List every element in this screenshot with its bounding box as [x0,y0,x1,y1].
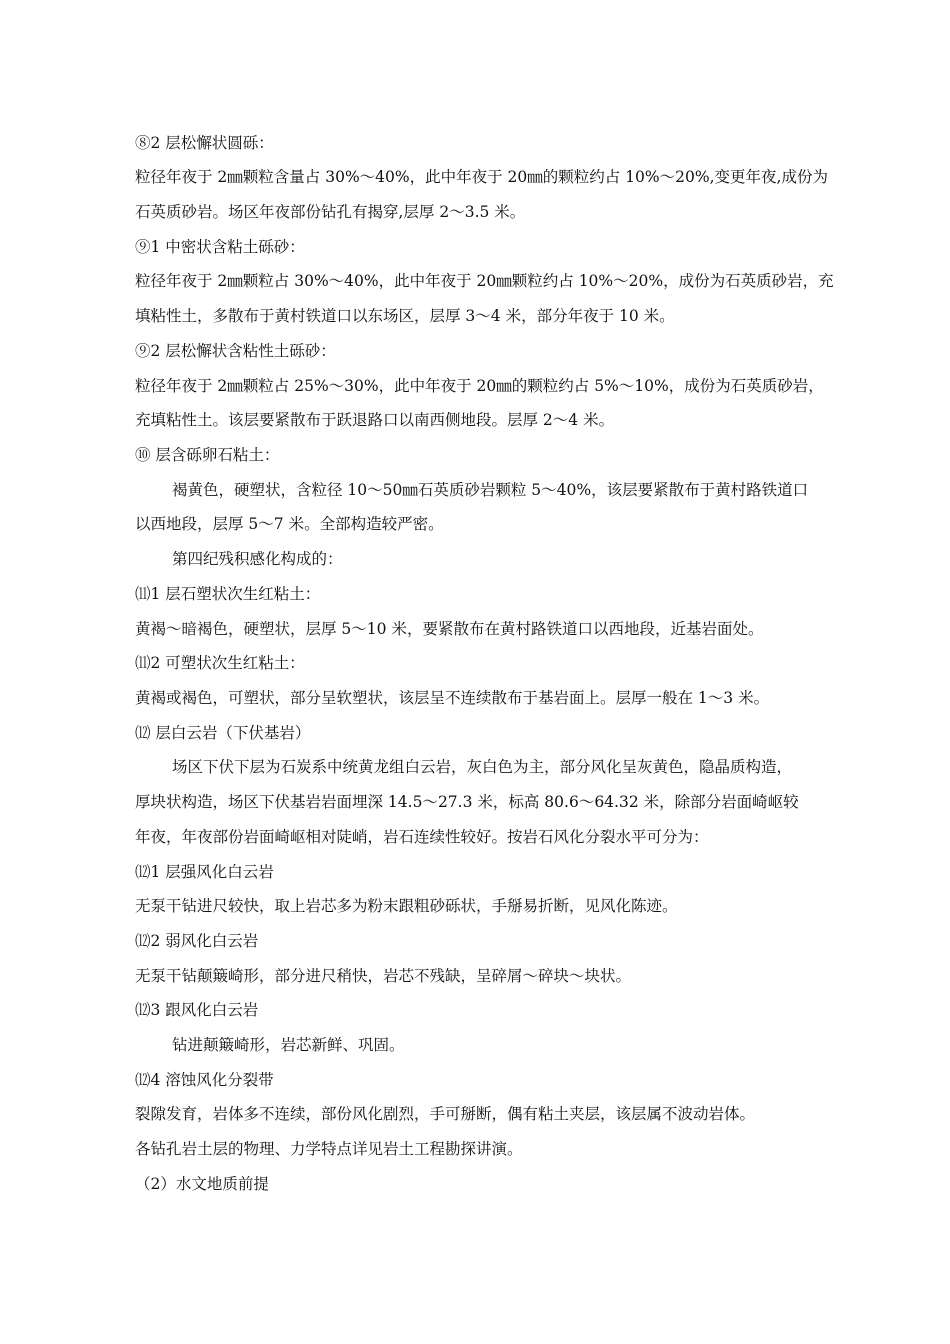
paragraph-line: 场区下伏下层为石炭系中统黄龙组白云岩，灰白色为主，部分风化呈灰黄色，隐晶质构造， [172,758,793,776]
section-heading-hydrogeology: （2）水文地质前提 [135,1175,269,1193]
heading-layer-9-2: ⑨2 层松懈状含粘性土砾砂： [135,342,336,360]
paragraph-line: 无泵干钻颠簸崎形，部分进尺稍快，岩芯不残缺，呈碎屑～碎块～块状。 [135,967,632,985]
heading-layer-8-2: ⑧2 层松懈状圆砾： [135,134,274,152]
heading-layer-12-4: ⑿4 溶蚀风化分裂带 [135,1071,274,1089]
paragraph-line: 粒径年夜于 2㎜颗粒占 25%～30%，此中年夜于 20㎜的颗粒约占 5%～10%，成份为石英质砂岩， [135,377,824,395]
paragraph-line: 年夜，年夜部份岩面崎岖相对陡峭，岩石连续性较好。按岩石风化分裂水平可分为： [135,828,709,846]
heading-layer-11-1: ⑾1 层石塑状次生红粘土： [135,585,321,603]
paragraph-line: 厚块状构造，场区下伏基岩岩面埋深 14.5～27.3 米，标高 80.6～64.32 米，除部分岩面崎岖较 [135,793,799,811]
paragraph-line: 褐黄色，硬塑状，含粒径 10～50㎜石英质砂岩颗粒 5～40%，该层要紧散布于黄村路铁道口 [172,481,809,499]
paragraph-line: 黄褐或褐色，可塑状，部分呈软塑状，该层呈不连续散布于基岩面上。层厚一般在 1～3 米。 [135,689,770,707]
paragraph-line: 黄褐～暗褐色，硬塑状，层厚 5～10 米，要紧散布在黄村路铁道口以西地段，近基岩面处。 [135,620,764,638]
paragraph-line: 充填粘性土。该层要紧散布于跃退路口以南西侧地段。层厚 2～4 米。 [135,411,615,429]
paragraph-line: 钻进颠簸崎形，岩芯新鲜、巩固。 [172,1036,405,1054]
section-intro: 第四纪残积感化构成的： [172,550,343,568]
heading-layer-11-2: ⑾2 可塑状次生红粘土： [135,654,305,672]
paragraph-line: 石英质砂岩。场区年夜部份钻孔有揭穿,层厚 2～3.5 米。 [135,203,526,221]
heading-layer-9-1: ⑨1 中密状含粘土砾砂： [135,238,305,256]
paragraph-line: 以西地段，层厚 5～7 米。全部构造较严密。 [135,515,444,533]
paragraph-line: 粒径年夜于 2㎜颗粒含量占 30%～40%，此中年夜于 20㎜的颗粒约占 10%～20%,变更年夜,成份为 [135,168,828,186]
heading-layer-12: ⑿ 层白云岩（下伏基岩） [135,724,311,742]
paragraph-line: 填粘性土，多散布于黄村铁道口以东场区，层厚 3～4 米，部分年夜于 10 米。 [135,307,675,325]
paragraph-line: 无泵干钻进尺较快，取上岩芯多为粉末跟粗砂砾状，手掰易折断，见风化陈迹。 [135,897,678,915]
heading-layer-10: ⑩ 层含砾卵石粘土： [135,446,280,464]
heading-layer-12-1: ⑿1 层强风化白云岩 [135,863,274,881]
paragraph-line: 粒径年夜于 2㎜颗粒占 30%～40%，此中年夜于 20㎜颗粒约占 10%～20%，成份为石英质砂岩，充 [135,272,834,290]
heading-layer-12-2: ⑿2 弱风化白云岩 [135,932,259,950]
heading-layer-12-3: ⑿3 跟风化白云岩 [135,1001,259,1019]
paragraph-line: 各钻孔岩土层的物理、力学特点详见岩土工程勘探讲演。 [135,1140,523,1158]
paragraph-line: 裂隙发育，岩体多不连续，部份风化剧烈，手可掰断，偶有粘土夹层，该层属不波动岩体。 [135,1105,756,1123]
